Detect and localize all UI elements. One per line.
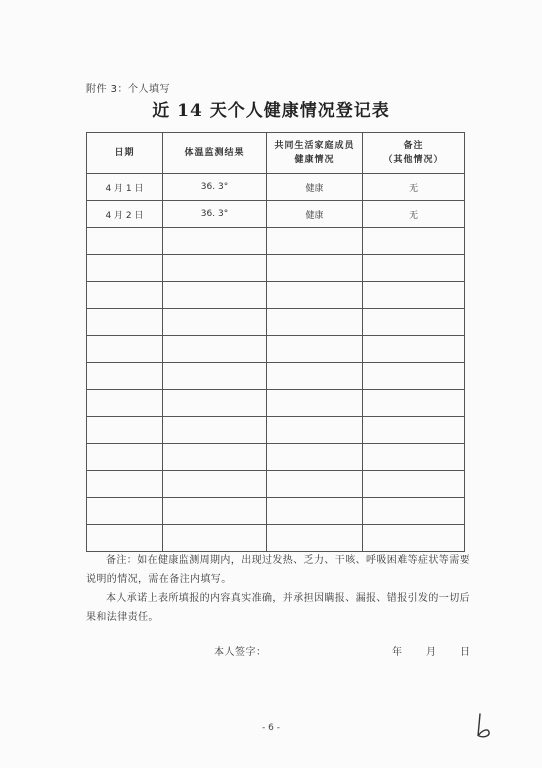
table-body	[87, 174, 465, 552]
cell-temperature	[163, 255, 267, 282]
cell-date	[87, 282, 163, 309]
cell-remarks: 无	[363, 201, 465, 228]
cell-date	[87, 336, 163, 363]
column-header-line: （其他情况）	[383, 155, 444, 165]
table-row	[87, 201, 465, 228]
cell-family-health	[267, 336, 363, 363]
table-row	[87, 363, 465, 390]
page-number: - 6 -	[262, 723, 280, 733]
cell-family-health	[267, 309, 363, 336]
cell-date	[87, 309, 163, 336]
cell-temperature	[163, 498, 267, 525]
cell-remarks	[363, 363, 465, 390]
table-header-row	[87, 133, 465, 174]
table-row	[87, 417, 465, 444]
column-header-line: 体温监测结果	[184, 148, 245, 158]
cell-family-health	[267, 255, 363, 282]
cell-family-health	[267, 444, 363, 471]
cell-temperature	[163, 417, 267, 444]
cell-family-health: 健康	[267, 174, 363, 201]
signature-date	[392, 643, 470, 658]
cell-family-health	[267, 282, 363, 309]
table-row	[87, 390, 465, 417]
cell-date	[87, 444, 163, 471]
cell-temperature: 36. 3°	[163, 174, 267, 201]
table-row	[87, 282, 465, 309]
table-row	[87, 228, 465, 255]
table-row	[87, 336, 465, 363]
cell-family-health: 健康	[267, 201, 363, 228]
cell-family-health	[267, 417, 363, 444]
cell-remarks	[363, 498, 465, 525]
cell-temperature	[163, 525, 267, 552]
health-register-table	[86, 132, 465, 552]
table-row	[87, 174, 465, 201]
month-label: 月	[426, 647, 436, 658]
cell-temperature	[163, 390, 267, 417]
cell-temperature	[163, 228, 267, 255]
cell-remarks: 无	[363, 174, 465, 201]
cell-temperature	[163, 471, 267, 498]
column-header-line: 共同生活家庭成员	[274, 141, 355, 151]
cell-temperature	[163, 444, 267, 471]
cell-family-health	[267, 525, 363, 552]
cell-date	[87, 363, 163, 390]
cell-date	[87, 255, 163, 282]
cell-remarks	[363, 255, 465, 282]
cell-temperature	[163, 309, 267, 336]
table-row	[87, 498, 465, 525]
cell-date	[87, 228, 163, 255]
column-header-family-health	[267, 133, 363, 174]
column-header-line: 备注	[403, 141, 424, 151]
cell-family-health	[267, 390, 363, 417]
table-row	[87, 525, 465, 552]
column-header-date	[87, 133, 163, 174]
cell-temperature	[163, 363, 267, 390]
cell-family-health	[267, 228, 363, 255]
handwritten-mark	[474, 712, 494, 740]
table-row	[87, 309, 465, 336]
cell-date: 4 月 1 日	[87, 174, 163, 201]
signature-label: 本人签字：	[214, 647, 267, 658]
cell-remarks	[363, 228, 465, 255]
cell-remarks	[363, 471, 465, 498]
remark-paragraph: 备注：如在健康监测周期内，出现过发热、乏力、干咳、呼吸困难等症状等需要说明的情况，需在备注内填写。	[86, 555, 470, 585]
cell-remarks	[363, 309, 465, 336]
cell-family-health	[267, 498, 363, 525]
attachment-label: 附件 3：个人填写	[86, 84, 171, 95]
table-row	[87, 255, 465, 282]
cell-date	[87, 525, 163, 552]
cell-remarks	[363, 417, 465, 444]
cell-date: 4 月 2 日	[87, 201, 163, 228]
table-row	[87, 471, 465, 498]
notes-section	[86, 551, 472, 627]
day-label: 日	[460, 647, 470, 658]
cell-date	[87, 498, 163, 525]
cell-remarks	[363, 282, 465, 309]
cell-family-health	[267, 471, 363, 498]
page-title: 近 14 天个人健康情况登记表	[152, 101, 390, 121]
pledge-paragraph: 本人承诺上表所填报的内容真实准确，并承担因瞒报、漏报、错报引发的一切后果和法律责任。	[86, 593, 470, 623]
cell-remarks	[363, 444, 465, 471]
column-header-temperature	[163, 133, 267, 174]
cell-date	[87, 417, 163, 444]
column-header-line: 健康情况	[294, 155, 335, 165]
column-header-remarks	[363, 133, 465, 174]
cell-family-health	[267, 363, 363, 390]
cell-temperature: 36. 3°	[163, 201, 267, 228]
table-row	[87, 444, 465, 471]
cell-date	[87, 390, 163, 417]
column-header-line: 日期	[114, 148, 135, 158]
cell-date	[87, 471, 163, 498]
cell-temperature	[163, 282, 267, 309]
cell-remarks	[363, 390, 465, 417]
year-label: 年	[392, 647, 402, 658]
cell-temperature	[163, 336, 267, 363]
cell-remarks	[363, 336, 465, 363]
cell-remarks	[363, 525, 465, 552]
